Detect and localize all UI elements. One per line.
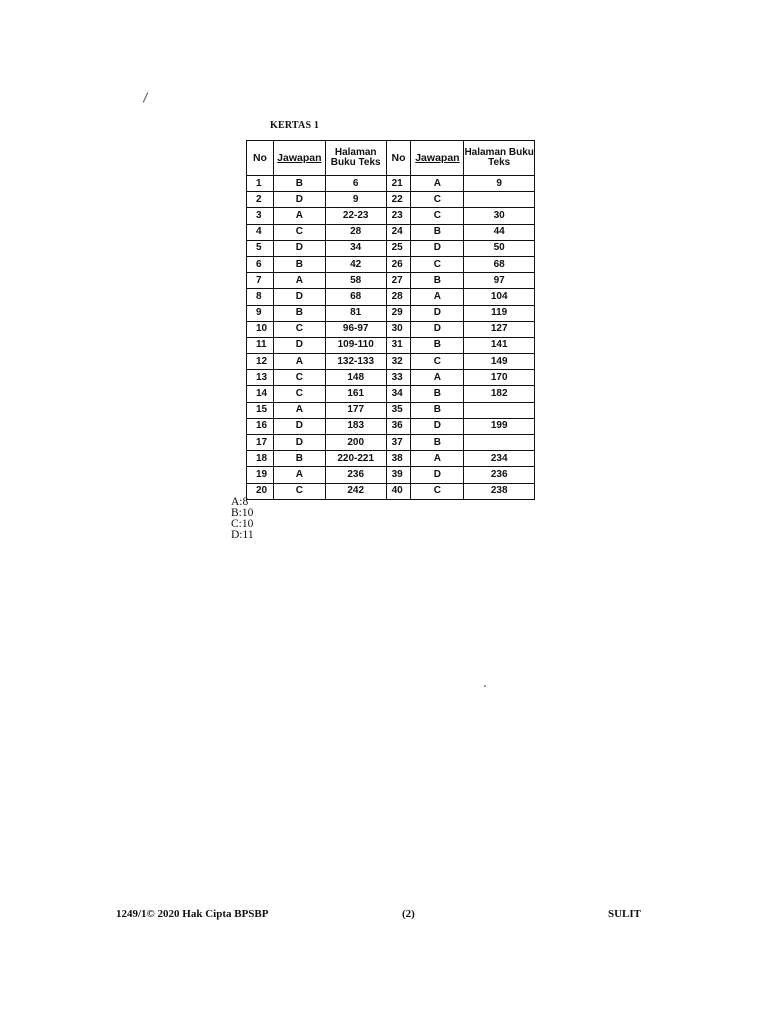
answer-cell: A	[411, 451, 464, 467]
answer-cell: D	[273, 192, 325, 208]
answer-cell: B	[273, 451, 325, 467]
answer-cell: B	[411, 273, 464, 289]
page-cell: 30	[464, 208, 535, 224]
table-row	[247, 321, 535, 337]
answer-cell: A	[411, 370, 464, 386]
answer-cell: C	[411, 192, 464, 208]
tally-d: D:11	[231, 529, 254, 541]
answer-cell: C	[411, 483, 464, 499]
table-row	[247, 337, 535, 353]
table-row	[247, 176, 535, 192]
question-number: 12	[247, 354, 274, 370]
question-number: 32	[386, 354, 411, 370]
page-cell: 68	[464, 256, 535, 272]
header-no-2: No	[386, 141, 411, 176]
answer-cell: D	[273, 435, 325, 451]
question-number: 38	[386, 451, 411, 467]
answer-cell: D	[411, 467, 464, 483]
table-row	[247, 192, 535, 208]
page-cell: 238	[464, 483, 535, 499]
header-answer-label-2: Jawapan	[415, 152, 460, 164]
answer-cell: C	[411, 208, 464, 224]
answer-cell: C	[273, 370, 325, 386]
question-number: 4	[247, 224, 274, 240]
page-cell: 96-97	[325, 321, 386, 337]
page-cell: 44	[464, 224, 535, 240]
answer-cell: D	[411, 240, 464, 256]
page-cell: 236	[464, 467, 535, 483]
answer-cell: A	[273, 467, 325, 483]
question-number: 9	[247, 305, 274, 321]
question-number: 24	[386, 224, 411, 240]
answer-cell: B	[273, 256, 325, 272]
answer-key-table	[246, 140, 535, 500]
question-number: 37	[386, 435, 411, 451]
stray-pen-mark	[143, 92, 149, 102]
page-cell: 119	[464, 305, 535, 321]
page-cell: 50	[464, 240, 535, 256]
answer-cell: D	[273, 337, 325, 353]
table-row	[247, 208, 535, 224]
question-number: 39	[386, 467, 411, 483]
page-cell: 9	[325, 192, 386, 208]
question-number: 17	[247, 435, 274, 451]
table-row	[247, 240, 535, 256]
page-cell: 97	[464, 273, 535, 289]
page-cell: 58	[325, 273, 386, 289]
table-row	[247, 467, 535, 483]
table-row	[247, 305, 535, 321]
question-number: 7	[247, 273, 274, 289]
question-number: 28	[386, 289, 411, 305]
answer-cell: A	[273, 354, 325, 370]
question-number: 30	[386, 321, 411, 337]
question-number: 26	[386, 256, 411, 272]
page-cell: 81	[325, 305, 386, 321]
header-no: No	[247, 141, 274, 176]
answer-cell: D	[273, 240, 325, 256]
stray-dot-mark	[484, 685, 486, 687]
header-textbook-page: Halaman Buku Teks	[325, 141, 386, 176]
table-row	[247, 418, 535, 434]
page-heading: KERTAS 1	[270, 120, 320, 131]
question-number: 29	[386, 305, 411, 321]
answer-cell: B	[273, 305, 325, 321]
page-cell: 234	[464, 451, 535, 467]
header-answer-label: Jawapan	[277, 152, 322, 164]
question-number: 21	[386, 176, 411, 192]
table-row	[247, 483, 535, 499]
page-cell: 149	[464, 354, 535, 370]
page-cell: 200	[325, 435, 386, 451]
page-cell: 42	[325, 256, 386, 272]
answer-cell: D	[411, 418, 464, 434]
table-row	[247, 256, 535, 272]
table-row	[247, 354, 535, 370]
question-number: 25	[386, 240, 411, 256]
page-cell: 183	[325, 418, 386, 434]
answer-cell: B	[411, 337, 464, 353]
answer-tally	[231, 497, 254, 541]
answer-cell: C	[273, 386, 325, 402]
table-row	[247, 451, 535, 467]
question-number: 19	[247, 467, 274, 483]
question-number: 40	[386, 483, 411, 499]
question-number: 35	[386, 402, 411, 418]
page-cell: 9	[464, 176, 535, 192]
table-header-row	[247, 141, 535, 176]
page-cell: 161	[325, 386, 386, 402]
page-cell: 22-23	[325, 208, 386, 224]
answer-cell: B	[273, 176, 325, 192]
table-row	[247, 224, 535, 240]
answer-cell: C	[273, 483, 325, 499]
question-number: 5	[247, 240, 274, 256]
answer-cell: D	[411, 305, 464, 321]
page-cell: 109-110	[325, 337, 386, 353]
footer-page-number: (2)	[402, 908, 415, 920]
page-cell: 236	[325, 467, 386, 483]
question-number: 16	[247, 418, 274, 434]
question-number: 10	[247, 321, 274, 337]
question-number: 14	[247, 386, 274, 402]
header-answer-2	[411, 141, 464, 176]
question-number: 33	[386, 370, 411, 386]
page-cell: 220-221	[325, 451, 386, 467]
tally-b: B:10	[231, 507, 254, 519]
question-number: 23	[386, 208, 411, 224]
page-cell	[464, 192, 535, 208]
answer-cell: B	[411, 435, 464, 451]
answer-cell: B	[411, 386, 464, 402]
answer-cell: C	[273, 224, 325, 240]
question-number: 22	[386, 192, 411, 208]
question-number: 6	[247, 256, 274, 272]
question-number: 8	[247, 289, 274, 305]
answer-cell: A	[273, 273, 325, 289]
answer-cell: C	[411, 256, 464, 272]
table-row	[247, 370, 535, 386]
page-cell	[464, 402, 535, 418]
page-cell	[464, 435, 535, 451]
page-cell: 170	[464, 370, 535, 386]
page-cell: 148	[325, 370, 386, 386]
page-cell: 182	[464, 386, 535, 402]
page-cell: 28	[325, 224, 386, 240]
answer-cell: A	[411, 176, 464, 192]
table-row	[247, 402, 535, 418]
question-number: 31	[386, 337, 411, 353]
question-number: 2	[247, 192, 274, 208]
answer-cell: B	[411, 402, 464, 418]
table-row	[247, 386, 535, 402]
tally-c: C:10	[231, 518, 254, 530]
answer-rows	[247, 176, 535, 500]
answer-cell: D	[273, 289, 325, 305]
question-number: 3	[247, 208, 274, 224]
page-cell: 199	[464, 418, 535, 434]
answer-cell: D	[273, 418, 325, 434]
question-number: 18	[247, 451, 274, 467]
tally-a: A:8	[231, 496, 249, 508]
page-cell: 34	[325, 240, 386, 256]
question-number: 15	[247, 402, 274, 418]
table-row	[247, 435, 535, 451]
header-textbook-page-2: Halaman Buku Teks	[464, 141, 535, 176]
footer-classification: SULIT	[608, 908, 642, 920]
page-cell: 6	[325, 176, 386, 192]
page-cell: 132-133	[325, 354, 386, 370]
question-number: 11	[247, 337, 274, 353]
answer-cell: B	[411, 224, 464, 240]
answer-cell: C	[273, 321, 325, 337]
answer-cell: A	[273, 208, 325, 224]
page-cell: 242	[325, 483, 386, 499]
page-cell: 127	[464, 321, 535, 337]
answer-cell: C	[411, 354, 464, 370]
question-number: 1	[247, 176, 274, 192]
header-answer	[273, 141, 325, 176]
page-cell: 104	[464, 289, 535, 305]
table-row	[247, 273, 535, 289]
page-cell: 177	[325, 402, 386, 418]
answer-cell: A	[273, 402, 325, 418]
page-cell: 68	[325, 289, 386, 305]
question-number: 13	[247, 370, 274, 386]
footer-copyright: 1249/1© 2020 Hak Cipta BPSBP	[116, 908, 269, 920]
page-cell: 141	[464, 337, 535, 353]
answer-cell: D	[411, 321, 464, 337]
question-number: 36	[386, 418, 411, 434]
answer-cell: A	[411, 289, 464, 305]
question-number: 27	[386, 273, 411, 289]
question-number: 34	[386, 386, 411, 402]
question-number: 20	[247, 483, 274, 499]
table-row	[247, 289, 535, 305]
